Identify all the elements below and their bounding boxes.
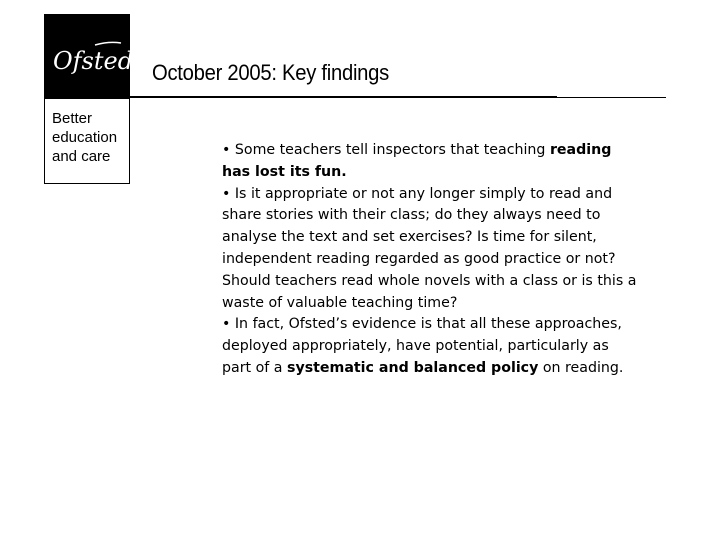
findings-text <box>222 140 642 380</box>
title-underline-thick <box>130 96 557 98</box>
logo-black-panel <box>45 15 134 99</box>
bullet-3 <box>222 314 642 379</box>
bullet-2 <box>222 184 642 315</box>
title-underline-thin <box>557 97 666 98</box>
ofsted-logo <box>44 14 134 184</box>
logo-tagline-line-2: education <box>52 129 118 146</box>
logo-tagline-line-3: and care <box>52 148 111 165</box>
bullet-1-text: • Some teachers tell inspectors that teaching <box>222 142 550 158</box>
logo-tagline-line-1: Better <box>52 110 93 127</box>
logo-tagline <box>52 109 117 166</box>
bullet-3-bold: systematic and balanced policy <box>287 359 539 376</box>
bullet-3-suffix: on reading. <box>538 359 624 376</box>
slide-title: October 2005: Key findings <box>152 60 389 85</box>
logo-wordmark: Ofsted <box>53 47 134 75</box>
bullet-1 <box>222 140 642 184</box>
bullet-2-text: • Is it appropriate or not any longer simply to read and share stories with their class; do they always need to analyse the text and set exercises? Is time for silent, independent reading regarded as good practice or not? Should teachers read whole novels with a class or is this a waste of valuable teaching time? <box>222 185 637 311</box>
ofsted-wordmark-icon <box>51 39 134 79</box>
bullet-1-bold: reading has lost its fun. <box>222 142 612 180</box>
bullet-3-text: • In fact, Ofsted’s evidence is that all these approaches, deployed appropriately, have potential, particularly as part of a <box>222 316 622 376</box>
